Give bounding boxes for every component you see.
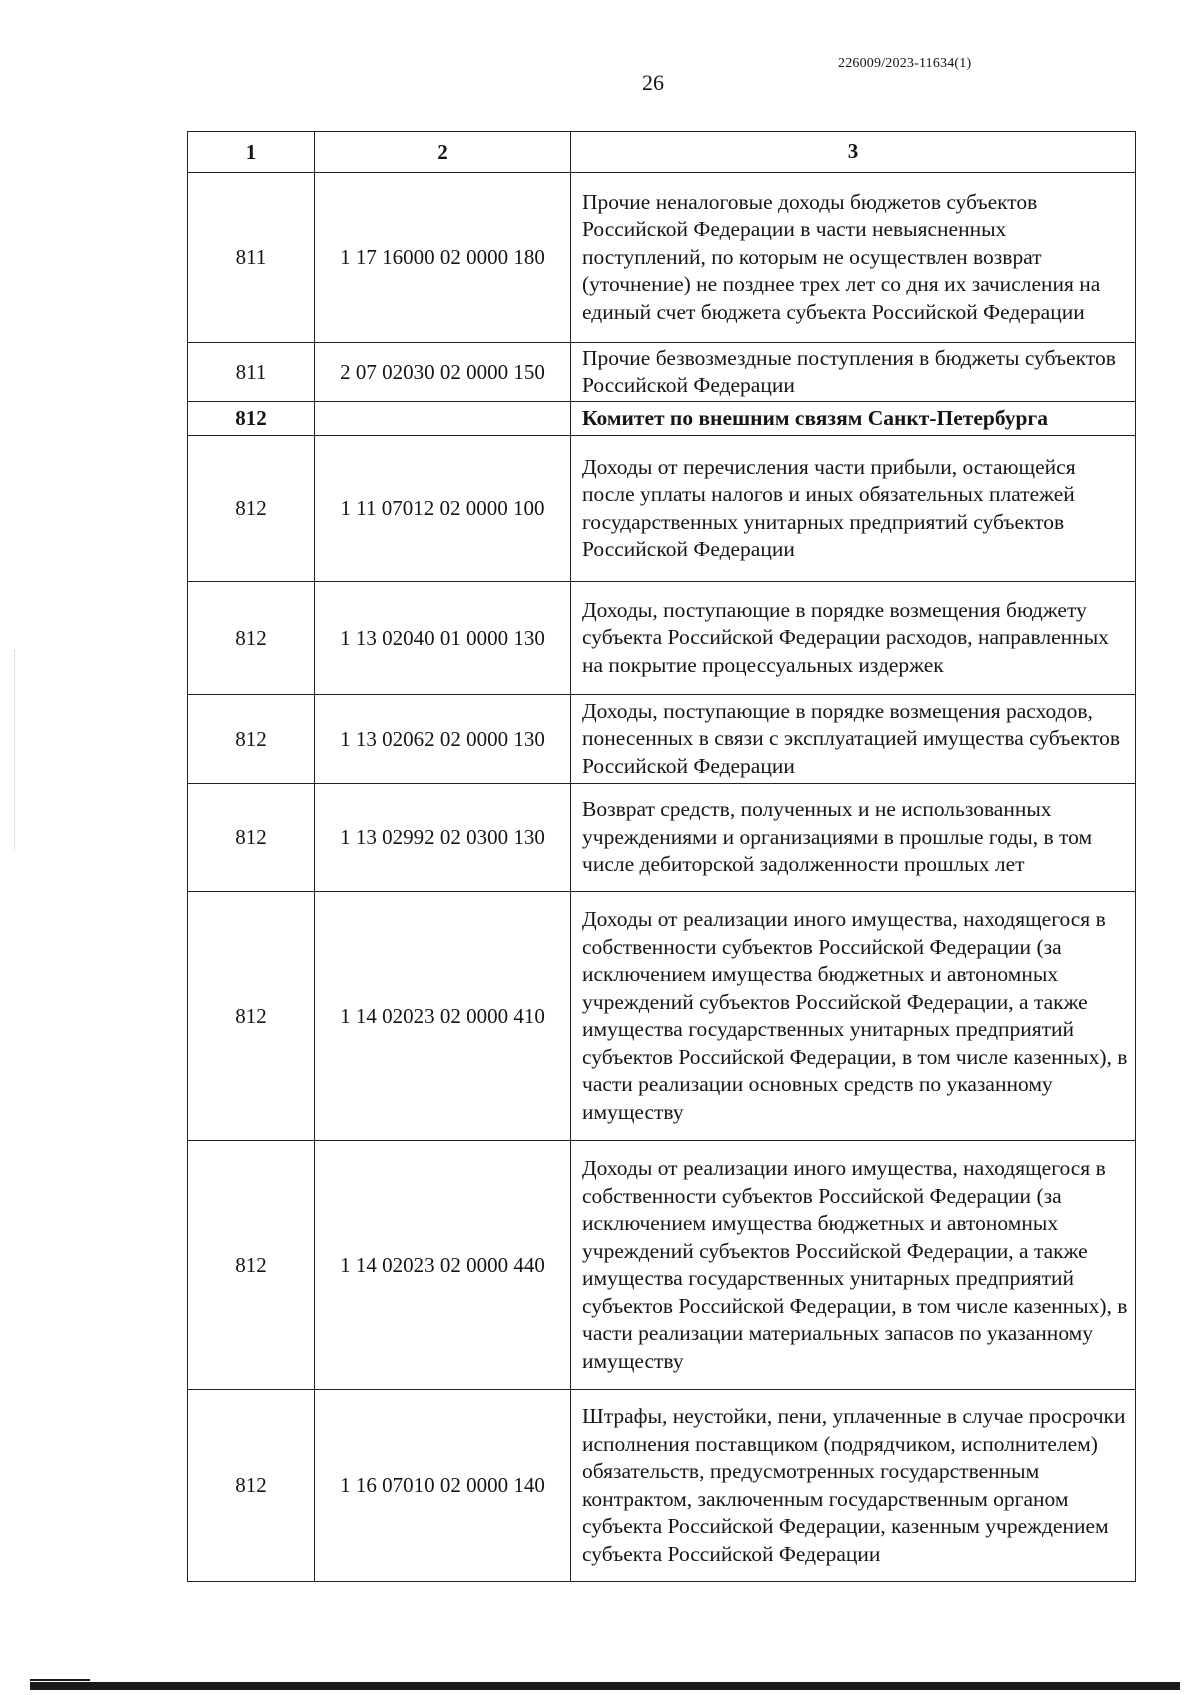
admin-code-cell: 812 <box>188 892 315 1141</box>
description-cell: Прочие безвозмездные поступления в бюджеты субъектов Российской Федерации <box>571 343 1136 402</box>
table-row <box>188 695 1136 784</box>
description-cell: Штрафы, неустойки, пени, уплаченные в случае просрочки исполнения поставщиком (подрядчиком, исполнителем) обязательств, предусмотренных государственным контрактом, заключенным государственным органом субъекта Российской Федерации, казенным учреждением субъекта Российской Федерации <box>571 1390 1136 1582</box>
document-id: 226009/2023-11634(1) <box>838 56 972 71</box>
table-header <box>188 132 1136 173</box>
description-cell: Доходы, поступающие в порядке возмещения бюджету субъекта Российской Федерации расходов, направленных на покрытие процессуальных издержек <box>571 582 1136 695</box>
description-cell: Доходы от реализации иного имущества, находящегося в собственности субъектов Российской Федерации (за исключением имущества бюджетных и автономных учреждений субъектов Российской Федерации, а также имущества государственных унитарных предприятий субъектов Российской Федерации, в том числе казенных), в части реализации основных средств по указанному имуществу <box>571 892 1136 1141</box>
header-row <box>188 132 1136 173</box>
table-row <box>188 1141 1136 1390</box>
table-row <box>188 1390 1136 1582</box>
description-cell: Возврат средств, полученных и не использованных учреждениями и организациями в прошлые годы, в том числе дебиторской задолженности прошлых лет <box>571 784 1136 892</box>
column-header-2: 2 <box>315 132 571 173</box>
budget-code-cell: 1 11 07012 02 0000 100 <box>315 436 571 582</box>
admin-code-cell: 812 <box>188 695 315 784</box>
budget-code-cell: 1 13 02992 02 0300 130 <box>315 784 571 892</box>
table-body <box>188 173 1136 1582</box>
admin-code-cell: 812 <box>188 1390 315 1582</box>
admin-code-cell: 812 <box>188 582 315 695</box>
budget-code-cell: 1 17 16000 02 0000 180 <box>315 173 571 343</box>
admin-code-cell: 811 <box>188 343 315 402</box>
budget-code-cell: 1 16 07010 02 0000 140 <box>315 1390 571 1582</box>
column-header-3: 3 <box>571 132 1136 173</box>
admin-code-cell: 811 <box>188 173 315 343</box>
table-row <box>188 343 1136 402</box>
table-row-section <box>188 402 1136 436</box>
table-row <box>188 582 1136 695</box>
description-cell: Доходы от реализации иного имущества, находящегося в собственности субъектов Российской Федерации (за исключением имущества бюджетных и автономных учреждений субъектов Российской Федерации, а также имущества государственных унитарных предприятий субъектов Российской Федерации, в том числе казенных), в части реализации материальных запасов по указанному имуществу <box>571 1141 1136 1390</box>
budget-code-cell: 1 13 02062 02 0000 130 <box>315 695 571 784</box>
budget-code-cell: 1 14 02023 02 0000 440 <box>315 1141 571 1390</box>
budget-code-cell: 1 13 02040 01 0000 130 <box>315 582 571 695</box>
admin-code-cell: 812 <box>188 1141 315 1390</box>
admin-code-cell: 812 <box>188 784 315 892</box>
table-row <box>188 892 1136 1141</box>
budget-code-cell: 2 07 02030 02 0000 150 <box>315 343 571 402</box>
description-cell: Доходы от перечисления части прибыли, остающейся после уплаты налогов и иных обязательных платежей государственных унитарных предприятий субъектов Российской Федерации <box>571 436 1136 582</box>
description-cell: Прочие неналоговые доходы бюджетов субъектов Российской Федерации в части невыясненных поступлений, по которым не осуществлен возврат (уточнение) не позднее трех лет со дня их зачисления на единый счет бюджета субъекта Российской Федерации <box>571 173 1136 343</box>
table-row <box>188 173 1136 343</box>
admin-code-cell: 812 <box>188 436 315 582</box>
footer-rule <box>30 1682 1180 1690</box>
page-number: 26 <box>642 70 664 95</box>
admin-code-cell: 812 <box>188 402 315 436</box>
table-row <box>188 784 1136 892</box>
table-row <box>188 436 1136 582</box>
footer-rule-accent <box>30 1679 90 1681</box>
budget-code-cell: 1 14 02023 02 0000 410 <box>315 892 571 1141</box>
column-header-1: 1 <box>188 132 315 173</box>
section-title-cell: Комитет по внешним связям Санкт-Петербурга <box>571 402 1136 436</box>
budget-codes-table <box>187 131 1136 1582</box>
margin-marks <box>14 650 17 850</box>
description-cell: Доходы, поступающие в порядке возмещения расходов, понесенных в связи с эксплуатацией имущества субъектов Российской Федерации <box>571 695 1136 784</box>
budget-code-cell <box>315 402 571 436</box>
